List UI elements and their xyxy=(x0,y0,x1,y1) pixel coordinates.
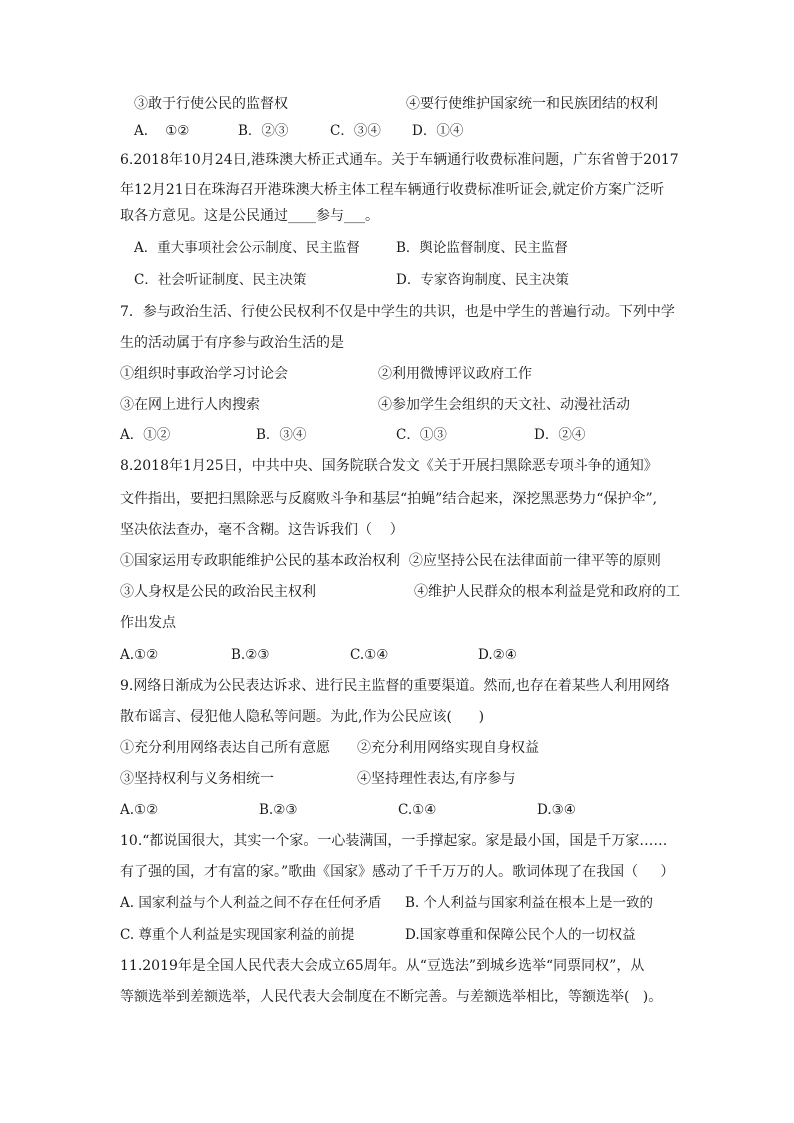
q7-option-d: D．②④ xyxy=(534,427,586,443)
q10-stem-line-1: 10.“都说国很大，其实一个家。一心装满国，一手撑起家。家是最小国，国是千万家…… xyxy=(120,833,668,849)
q11-stem-line-1: 11.2019年是全国人民代表大会成立65周年。从“豆选法”到城乡选举“同票同权”，从 xyxy=(120,958,645,974)
q9-stem-line-2: 散布谣言、侵犯他人隐私等问题。为此,作为公民应该( ) xyxy=(120,709,485,725)
q10-option-a: A. 国家利益与个人利益之间不存在任何矛盾 xyxy=(120,895,382,911)
q8-stem-line-1: 8.2018年1月25日，中共中央、国务院联合发文《关于开展扫黑除恶专项斗争的通知》 xyxy=(120,458,658,474)
q9-option-a: A.①② xyxy=(120,802,159,818)
q7-stem-line-2: 生的活动属于有序参与政治生活的是 xyxy=(120,335,344,351)
q10-option-d: D.国家尊重和保障公民个人的一切权益 xyxy=(405,927,636,943)
q5-option-a: A. ①② xyxy=(134,123,190,139)
q8-option-c: C.①④ xyxy=(350,647,389,663)
q5-option-b: B．②③ xyxy=(238,123,289,139)
q7-item-4: ④参加学生会组织的天文社、动漫社活动 xyxy=(378,397,630,413)
q9-item-4: ④坚持理性表达,有序参与 xyxy=(357,771,516,787)
q10-stem-line-2: 有了强的国，才有富的家。”歌曲《国家》感动了千千万万的人。歌词体现了在我国（ ） xyxy=(120,864,675,880)
q10-option-b: B. 个人利益与国家利益在根本上是一致的 xyxy=(405,895,654,911)
q9-option-b: B.②③ xyxy=(259,802,298,818)
q7-option-c: C．①③ xyxy=(396,427,447,443)
q7-option-a: A．①② xyxy=(120,427,171,443)
q8-option-a: A.①② xyxy=(120,647,159,663)
q5-item-3: ③敢于行使公民的监督权 xyxy=(134,96,288,112)
q6-option-d: D．专家咨询制度、民主决策 xyxy=(396,272,569,288)
q9-item-1: ①充分利用网络表达自己所有意愿 xyxy=(120,740,330,756)
q7-stem-line-1: 7．参与政治生活、行使公民权利不仅是中学生的共识，也是中学生的普遍行动。下列中学 xyxy=(120,304,675,320)
q11-stem-line-2: 等额选举到差额选举，人民代表大会制度在不断完善。与差额选举相比，等额选举( )。 xyxy=(120,989,663,1005)
q8-item-3: ③人身权是公民的政治民主权利 xyxy=(120,584,316,600)
q6-option-b: B．舆论监督制度、民主监督 xyxy=(396,240,568,256)
q6-option-c: C．社会听证制度、民主决策 xyxy=(134,272,307,288)
q9-stem-line-1: 9.网络日渐成为公民表达诉求、进行民主监督的重要渠道。然而,也存在着某些人利用网络 xyxy=(120,678,670,694)
q7-item-3: ③在网上进行人肉搜索 xyxy=(120,397,260,413)
q6-stem-line-2: 年12月21日在珠海召开港珠澳大桥主体工程车辆通行收费标准听证会,就定价方案广泛听 xyxy=(120,182,665,198)
q7-item-1: ①组织时事政治学习讨论会 xyxy=(120,366,288,382)
q9-option-c: C.①④ xyxy=(398,802,437,818)
q9-option-d: D.③④ xyxy=(537,802,576,818)
q7-option-b: B．③④ xyxy=(256,427,307,443)
q5-item-4: ④要行使维护国家统一和民族团结的权利 xyxy=(406,96,658,112)
q8-stem-line-3: 坚决依法查办，毫不含糊。这告诉我们（ ） xyxy=(120,522,404,538)
q6-stem-line-3: 取各方意见。这是公民通过____参与___。 xyxy=(120,208,379,224)
q6-stem-line-1: 6.2018年10月24日,港珠澳大桥正式通车。关于车辆通行收费标准问题，广东省曾于2017 xyxy=(120,152,679,168)
q8-option-d: D.②④ xyxy=(478,647,517,663)
q8-item-4: ④维护人民群众的根本利益是党和政府的工 xyxy=(414,584,680,600)
q9-item-2: ②充分利用网络实现自身权益 xyxy=(357,740,539,756)
q6-option-a: A．重大事项社会公示制度、民主监督 xyxy=(134,240,360,256)
q8-stem-line-2: 文件指出，要把扫黑除恶与反腐败斗争和基层“拍蝇”结合起来，深挖黑恶势力“保护伞”, xyxy=(120,491,658,507)
q10-option-c: C. 尊重个人利益是实现国家利益的前提 xyxy=(120,927,355,943)
q7-item-2: ②利用微博评议政府工作 xyxy=(378,366,532,382)
q9-item-3: ③坚持权利与义务相统一 xyxy=(120,771,274,787)
q8-option-b: B.②③ xyxy=(231,647,270,663)
q8-item-4-continued: 作出发点 xyxy=(120,615,176,631)
q5-option-d: D．①④ xyxy=(412,123,464,139)
q5-option-c: C．③④ xyxy=(330,123,381,139)
q8-items-1-2: ①国家运用专政职能维护公民的基本政治权利 ②应坚持公民在法律面前一律平等的原则 xyxy=(120,553,661,569)
